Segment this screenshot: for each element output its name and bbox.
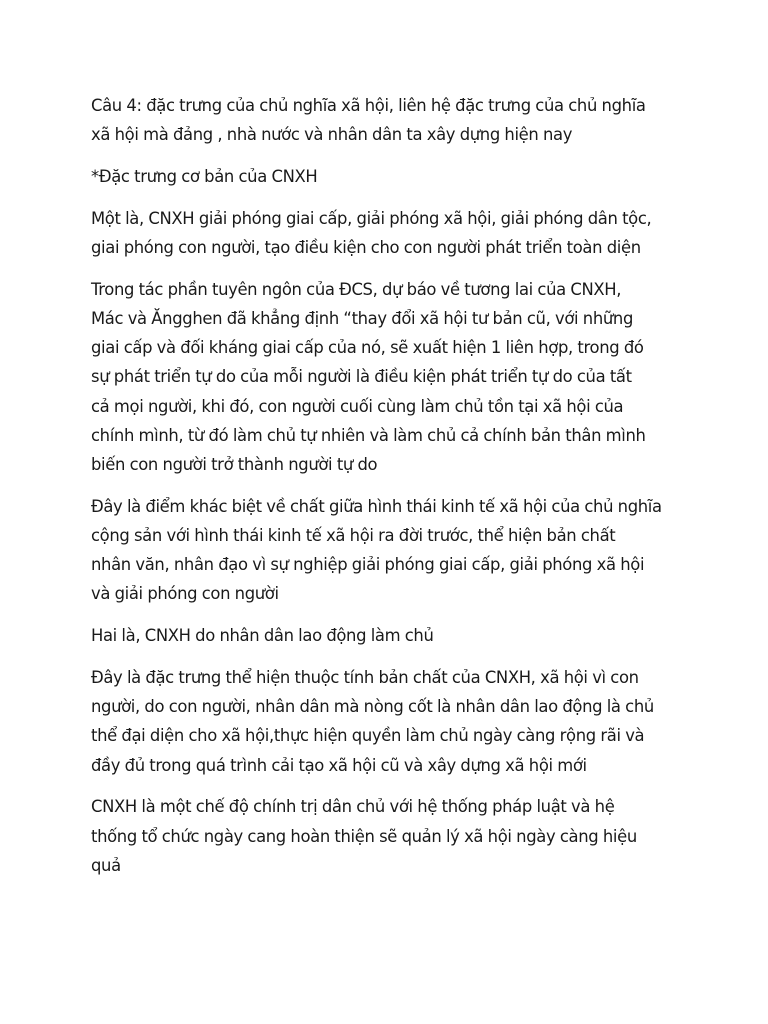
paragraph-second-feature: Hai là, CNXH do nhân dân lao động làm chủ xyxy=(91,626,434,646)
paragraph-difference: Đây là điểm khác biệt về chất giữa hình thái kinh tế xã hội của chủ nghĩa cộng sản với hình thái kinh tế xã hội ra đời trước, thể hiện bản chất nhân văn, nhân đạo vì sự nghiệp giải phóng giai cấp, giải phóng xã hội và giải phóng con người xyxy=(91,496,662,604)
paragraph-first-feature: Một là, CNXH giải phóng giai cấp, giải phóng xã hội, giải phóng dân tộc, giai phóng con người, tạo điều kiện cho con người phát triển toàn diện xyxy=(91,208,652,257)
question-heading: Câu 4: đặc trưng của chủ nghĩa xã hội, liên hệ đặc trưng của chủ nghĩa xã hội mà đảng , nhà nước và nhân dân ta xây dựng hiện nay xyxy=(91,96,646,145)
paragraph-second-explanation: Đây là đặc trưng thể hiện thuộc tính bản chất của CNXH, xã hội vì con người, do con người, nhân dân mà nòng cốt là nhân dân lao động là chủ thể đại diện cho xã hội,thực hiện quyền làm chủ ngày càng rộng rãi và đầy đủ trong quá trình cải tạo xã hội cũ và xây dựng xã hội mới xyxy=(91,668,654,775)
section-heading: *Đặc trưng cơ bản của CNXH xyxy=(91,167,318,186)
paragraph-political-regime: CNXH là một chế độ chính trị dân chủ với hệ thống pháp luật và hệ thống tổ chức ngày cang hoàn thiện sẽ quản lý xã hội ngày càng hiệu quả xyxy=(91,797,637,875)
paragraph-manifesto: Trong tác phần tuyên ngôn của ĐCS, dự báo về tương lai của CNXH, Mác và Ăngghen đã khẳng định “thay đổi xã hội tư bản cũ, với những giai cấp và đối kháng giai cấp của nó, sẽ xuất hiện 1 liên hợp, trong đó sự phát triển tự do của mỗi người là điều kiện phát triển tự do của tất cả mọi người, khi đó, con người cuối cùng làm chủ tồn tại xã hội của chính mình, từ đó làm chủ tự nhiên và làm chủ cả chính bản thân mình biến con người trở thành người tự do xyxy=(91,279,646,475)
